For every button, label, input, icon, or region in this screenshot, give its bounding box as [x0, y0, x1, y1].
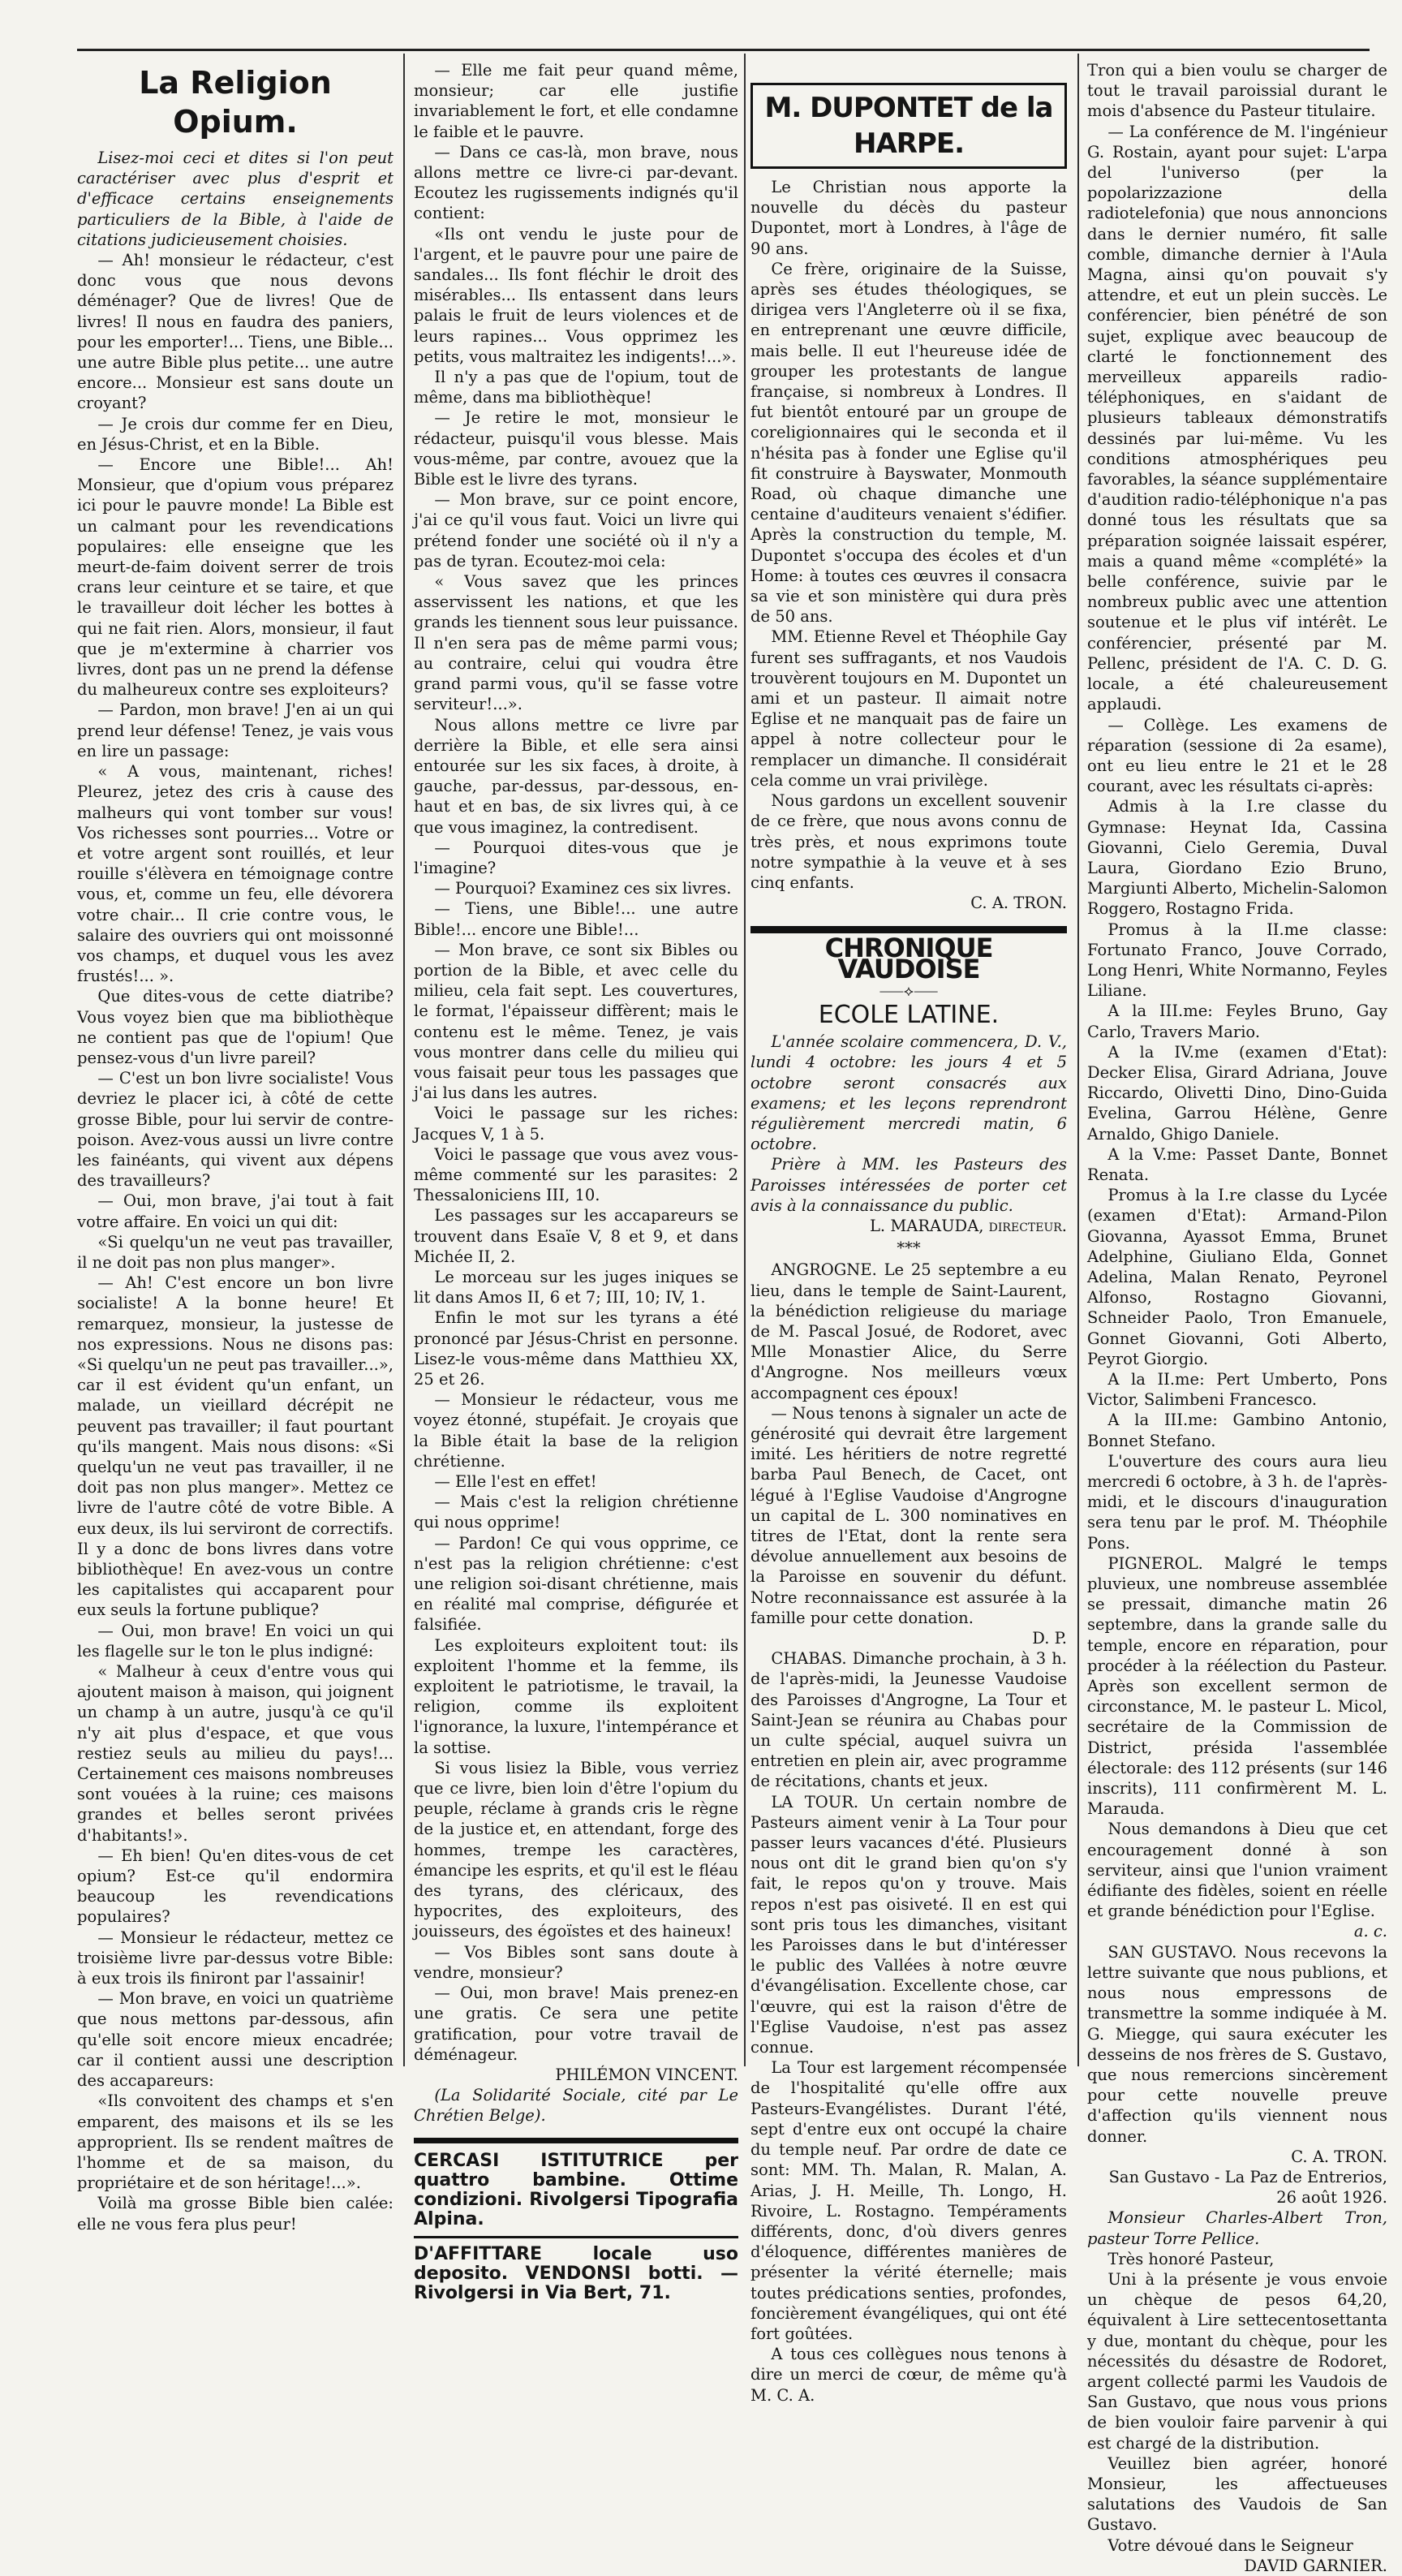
paragraph: « Vous savez que les princes asservissent les nations, et que les grands les tiennent sous leur puissance. Il n'en sera pas de même parmi vous; au contraire, celui qui voudra être grand parmi vous, qu'il se fasse votre serviteur!...».: [414, 572, 738, 714]
paragraph: «Ils ont vendu le juste pour de l'argent, et le pauvre pour une paire de sandales... Ils font fléchir le droit des misérables... Ils entassent dans leurs palais le fruit de leurs violences et de leurs rapines... Vous opprimez les petits, vous maltraitez les indigents!...».: [414, 224, 738, 366]
signature: C. A. TRON.: [970, 894, 1067, 913]
paragraph: — Elle me fait peur quand même, monsieur; car elle justifie invariablement le fort, et elle condamne le faible et le pauvre.: [414, 61, 738, 141]
paragraph: — La conférence de M. l'ingénieur G. Rostain, ayant pour sujet: L'arpa del l'universo (per la popolarizzazione della radiotelefonia) que nous annoncions dans le dernier numéro, fit salle comble, dimanche dernier à l'Aula Magna, ainsi qu'on pouvait s'y attendre, et eut un plein succès. Le conférencier, bien pénétré de son sujet, explique avec beaucoup de clarté le fonctionnement des merveilleux appareils radio-téléphoniques, en s'aidant de plusieurs tableaux démonstratifs dessinés par lui-même. Vu les conditions atmosphériques peu favorables, la séance supplémentaire d'audition radio-téléphonique n'a pas donné tous les résultats que sa préparation soignée laissait espérer, mais a quand même «complété» la belle conférence, suivie par le nombreux public avec une attention soutenue et le plus vif intérêt. Le conférencier, présenté par M. Pellenc, président de l'A. C. D. G. locale, a été chaleureusement applaudi.: [1087, 122, 1387, 714]
paragraph: — Pardon, mon brave! J'en ai un qui prend leur défense! Tenez, je vais vous en lire un passage:: [77, 700, 394, 760]
column-divider-1: [403, 54, 405, 2066]
paragraph: — Je retire le mot, monsieur le rédacteur, puisqu'il vous blesse. Mais vous-même, par contre, avouez que la Bible est le livre des tyrans.: [414, 408, 738, 489]
paragraph: — Dans ce cas-là, mon brave, nous allons mettre ce livre-ci par-devant. Ecoutez les rugissements indignés qu'il contient:: [414, 142, 738, 223]
column-divider-2: [744, 54, 746, 2066]
paragraph: CHABAS. Dimanche prochain, à 3 h. de l'après-midi, la Jeunesse Vaudoise des Paroisses d'Angrogne, La Tour et Saint-Jean se réunira au Chabas pour un culte spécial, auquel suivra un entretien en plein air, avec programme de récitations, chants et jeux.: [750, 1649, 1067, 1791]
paragraph: L'ouverture des cours aura lieu mercredi 6 octobre, à 3 h. de l'après-midi, et le discours d'inauguration sera tenu par le prof. M. Théophile Pons.: [1087, 1451, 1387, 1553]
column-4: [1087, 60, 1387, 2575]
paragraph: — Ah! C'est encore un bon livre socialiste! A la bonne heure! Et remarquez, monsieur, la justesse de nos expressions. Nous ne disons pas: «Si quelqu'un ne peut pas travailler...», car il est évident qu'un enfant, un malade, un vieillard décrépit ne peuvent pas travailler; il faut pourtant qu'ils mangent. Mais nous disons: «Si quelqu'un ne veut pas travailler, il ne doit pas non plus manger». Mettez ce livre de l'autre côté de votre Bible. A eux deux, ils lui serviront de correctifs. Il y a donc de bons livres dans votre bibliothèque! En avez-vous un contre les capitalistes qui accaparent pour eux seuls la fortune publique?: [77, 1273, 394, 1620]
paragraph: SAN GUSTAVO. Nous recevons la lettre suivante que nous publions, et nous nous empressons de transmettre la somme indiquée à M. G. Miegge, qui saura exécuter les desseins de nos frères de S. Gustavo, que nous remercions sincèrement pour cette nouvelle preuve d'affection qu'ils viennent nous donner.: [1087, 1942, 1387, 2146]
paragraph: Admis à la I.re classe du Gymnase: Heynat Ida, Cassina Giovanni, Cielo Geremia, Duval Laura, Giordano Ezio Bruno, Margiunti Alberto, Michelin-Salomon Roggero, Rostagno Frida.: [1087, 797, 1387, 919]
article-title-religion-opium: La Religion Opium.: [139, 65, 332, 140]
classified-ad-istitutrice: CERCASI ISTITUTRICE per quattro bambine. Ottime condizioni. Rivolgersi Tipografia Alpina.: [414, 2150, 738, 2229]
paragraph: Nous allons mettre ce livre par derrière la Bible, et elle sera ainsi entourée sur les six faces, à droite, à gauche, par-dessus, par-dessous, en-haut et en bas, de six livres qui, à ce que vous imaginez, la contredisent.: [414, 715, 738, 837]
paragraph: — Elle l'est en effet!: [434, 1472, 597, 1492]
paragraph: PIGNEROL. Malgré le temps pluvieux, une nombreuse assemblée se pressait, dimanche matin 26 septembre, dans la grande salle du temple, encore en réparation, pour procéder à la réélection du Pasteur. Après son excellent sermon de circonstance, M. le pasteur L. Micol, secrétaire de la Commission de District, présida l'assemblée électorale: des 112 présents (sur 146 inscrits), 111 confirmèrent M. L. Marauda.: [1087, 1553, 1387, 1819]
paragraph: Ce frère, originaire de la Suisse, après ses études théologiques, se dirigea vers l'Angleterre où il se fixa, en entreprenant une œuvre difficile, mais belle. Il eut l'heureuse idée de grouper les protestants de langue française, si nombreux à Londres. Il fut bientôt entouré par un groupe de coreligionnaires qui le seconda et il n'hésita pas à fonder une Eglise qu'il fit construire à Bayswater, Monmouth Road, où chaque dimanche une centaine d'auditeurs venaient s'édifier. Après la construction du temple, M. Dupontet s'occupa des écoles et d'un Home: à toutes ces œuvres il consacra sa vie et son ministère qui dura près de 50 ans.: [750, 259, 1067, 627]
paragraph: — C'est un bon livre socialiste! Vous devriez le placer ici, à côté de cette grosse Bible, pour lui servir de contre-poison. Avez-vous aussi un livre contre les fainéants, qui vivent aux dépens des travailleurs?: [77, 1069, 394, 1191]
paragraph: A la III.me: Gambino Antonio, Bonnet Stefano.: [1087, 1411, 1387, 1450]
paragraph: MM. Etienne Revel et Théophile Gay furent ses suffragants, et nos Vaudois trouvèrent toujours en M. Dupontet un ami et un pasteur. Il aimait notre Eglise et ne manquait pas de faire un appel à notre collecteur pour le remplacer un dimanche. Il considérait cela comme un vrai privilège.: [750, 627, 1067, 790]
paragraph: — Monsieur le rédacteur, vous me voyez étonné, stupéfait. Je croyais que la Bible était la base de la religion chrétienne.: [414, 1390, 738, 1471]
paragraph: A la II.me: Pert Umberto, Pons Victor, Salimbeni Francesco.: [1087, 1370, 1387, 1410]
paragraph: Veuillez bien agréer, honoré Monsieur, les affectueuses salutations des Vaudois de San Gustavo.: [1087, 2453, 1387, 2535]
paragraph: Le Christian nous apporte la nouvelle du décès du pasteur Dupontet, mort à Londres, à l'âge de 90 ans.: [750, 178, 1067, 258]
paragraph: Nous gardons un excellent souvenir de ce frère, que nous avons connu de très près, et nous exprimons toute notre sympathie à la veuve et à ses cinq enfants.: [750, 791, 1067, 892]
top-rule: [77, 49, 1370, 51]
article-source: (La Solidarité Sociale, cité par Le Chrétien Belge).: [414, 2086, 738, 2126]
paragraph: Votre dévoué dans le Seigneur: [1107, 2535, 1353, 2555]
paragraph: — Mon brave, en voici un quatrième que nous mettons par-dessous, afin qu'elle soit encore mieux encadrée; car il contient aussi une description des accapareurs:: [77, 1989, 394, 2091]
paragraph: — Pourquoi dites-vous que je l'imagine?: [414, 838, 738, 877]
paragraph: Les exploiteurs exploitent tout: ils exploitent l'homme et la femme, ils exploitent le patriotisme, le travail, la religion, comme ils exploitent l'ignorance, la luxure, l'intempérance et la sottise.: [414, 1635, 738, 1757]
signature: L. MARAUDA, directeur.: [869, 1216, 1067, 1235]
paragraph: LA TOUR. Un certain nombre de Pasteurs aiment venir à La Tour pour passer leurs vacances d'été. Plusieurs nous ont dit le grand bien qu'on s'y fait, le repos qu'on y trouve. Mais repos n'est pas oisiveté. Il en est qui sont pris tous les dimanches, visitant les Paroisses dans le but d'intéresser le public des Vallées à notre œuvre d'évangélisation. Excellente chose, car l'œuvre, qui est la raison d'être de l'Eglise Vaudoise, n'est pas assez connue.: [750, 1792, 1067, 2057]
paragraph: Très honoré Pasteur,: [1107, 2249, 1275, 2268]
paragraph: — Mon brave, ce sont six Bibles ou portion de la Bible, et avec celle du milieu, cela fait sept. Les couvertures, le format, l'épaisseur diffèrent; mais le contenu est le même. Tenez, je vais vous montrer dans celle du milieu qui vous faisait peur tous les passages que j'ai lus dans les autres.: [414, 940, 738, 1103]
article-intro: Lisez-moi ceci et dites si l'on peut caractériser avec plus d'esprit et d'efficace certains enseignements particuliers de la Bible, à l'aide de citations judicieusement choisies.: [77, 149, 394, 249]
signature: D. P.: [1032, 1629, 1067, 1648]
classified-ad-affittare: D'AFFITTARE locale uso deposito. VENDONSI botti. — Rivolgersi in Via Bert, 71.: [414, 2243, 738, 2303]
paragraph: Si vous lisiez la Bible, vous verriez que ce livre, bien loin d'être l'opium du peuple, réclame à grands cris le règne de la justice et, en attendant, forge des hommes, trempe les caractères, émancipe les esprits, et qu'il est le fléau des tyrans, des cléricaux, des hypocrites, des exploiteurs, des jouisseurs, des égoïstes et des haineux!: [414, 1758, 738, 1941]
paragraph: «Ils convoitent des champs et s'en emparent, des maisons et ils se les approprient. Ils se rendent maîtres de l'homme et de sa maison, du propriétaire et de son héritage!...».: [77, 2091, 394, 2193]
paragraph: — Pardon! Ce qui vous opprime, ce n'est pas la religion chrétienne: c'est une religion soi-disant chrétienne, mais en réalité mal comprise, défigurée et falsifiée.: [414, 1533, 738, 1635]
paragraph: La Tour est largement récompensée de l'hospitalité qu'elle offre aux Pasteurs-Evangélistes. Durant l'été, sept d'entre eux ont occupé la chaire du temple neuf. Par ordre de date ce sont: MM. Th. Malan, R. Malan, A. Arias, J. H. Meille, Th. Longo, H. Rivoire, L. Rostagno. Tempéraments différents, donc, d'où divers genres d'éloquence, différentes manières de présenter la vérité éternelle; mais toutes prédications senties, profondes, foncièrement évangéliques, qui ont été fort goûtées.: [750, 2058, 1067, 2343]
paragraph: — Vos Bibles sont sans doute à vendre, monsieur?: [414, 1942, 738, 1982]
paragraph: ANGROGNE. Le 25 septembre a eu lieu, dans le temple de Saint-Laurent, la bénédiction religieuse du mariage de M. Pascal Josué, de Rodoret, avec Mlle Monastier Alice, du Serre d'Angrogne. Nos meilleurs vœux accompagnent ces époux!: [750, 1260, 1067, 1402]
paragraph: A tous ces collègues nous tenons à dire un merci de cœur, de même qu'à M. C. A.: [750, 2345, 1067, 2405]
column-divider-3: [1077, 54, 1079, 2066]
paragraph: — Eh bien! Qu'en dites-vous de cet opium? Est-ce qu'il endormira beaucoup les revendications populaires?: [77, 1846, 394, 1927]
paragraph: « A vous, maintenant, riches! Pleurez, jetez des cris à cause des malheurs qui vont tomber sur vous! Vos richesses sont pourries... Votre or et votre argent sont rouillés, et leur rouille s'élèvera en témoignage contre vous, et, comme un feu, elle dévorera votre chair... Il crie contre vous, le salaire des ouvriers qui ont moissonné vos champs, et duquel vous les avez frustés!... ».: [77, 762, 394, 986]
paragraph: L'année scolaire commencera, D. V., lundi 4 octobre: les jours 4 et 5 octobre seront consacrés aux examens; et les leçons reprendront régulièrement mercredi matin, 6 octobre.: [750, 1032, 1067, 1154]
subsection-title-ecole-latine: ECOLE LATINE.: [818, 1000, 1000, 1029]
paragraph: — Mon brave, sur ce point encore, j'ai ce qu'il vous faut. Voici un livre qui prétend fonder une société où il n'y a pas de tyran. Ecoutez-moi cela:: [414, 490, 738, 571]
signature: a. c.: [1353, 1922, 1387, 1941]
paragraph: Nous demandons à Dieu que cet encouragement donné à son serviteur, ainsi que l'union vraiment édifiante des fidèles, soient en réelle et grande bénédiction pour l'Eglise.: [1087, 1820, 1387, 1921]
paragraph: Prière à MM. les Pasteurs des Paroisses intéressées de porter cet avis à la connaissance du public.: [750, 1155, 1067, 1215]
column-2: [414, 60, 738, 2303]
article-signature: PHILÉMON VINCENT.: [555, 2065, 738, 2084]
asterism: ***: [897, 1238, 921, 1258]
paragraph: Promus à la I.re classe du Lycée (examen d'Etat): Armand-Pilon Giovanna, Ayassot Emma, Brunet Adelphine, Giuliano Elda, Gonnet Adelina, Malan Renato, Peyronel Alfonso, Rostagno Giovanni, Schneider Paolo, Tron Emanuele, Gonnet Giovanni, Goti Alberto, Peyrot Giorgio.: [1087, 1186, 1387, 1368]
paragraph: — Oui, mon brave! En voici un qui les flagelle sur le ton le plus indigné:: [77, 1621, 394, 1661]
paragraph: Voilà ma grosse Bible bien calée: elle ne vous fera plus peur!: [77, 2194, 394, 2234]
paragraph: «Si quelqu'un ne veut pas travailler, il ne doit pas non plus manger».: [77, 1232, 394, 1272]
paragraph: Voici le passage sur les riches: Jacques V, 1 à 5.: [414, 1104, 738, 1144]
article-title-dupontet: M. DUPONTET de la HARPE.: [750, 83, 1067, 169]
paragraph: — Oui, mon brave! Mais prenez-en une gratis. Ce sera une petite gratification, pour votre travail de déménageur.: [414, 1984, 738, 2064]
paragraph: Promus à la II.me classe: Fortunato Franco, Jouve Corrado, Long Henri, White Normanno, Feyles Liliane.: [1087, 920, 1387, 1001]
paragraph: — Monsieur le rédacteur, mettez ce troisième livre par-dessus votre Bible: à eux trois ils finiront par l'assainir!: [77, 1928, 394, 1988]
paragraph: Uni à la présente je vous envoie un chèque de pesos 64,20, équivalent à Lire settecentosettanta y due, montant du chèque, pour les nécessités du désastre de Rodoret, argent collecté parmi les Vaudois de San Gustavo, que nous vous prions de bien vouloir faire parvenir à qui est chargé de la distribution.: [1087, 2269, 1387, 2453]
signature: DAVID GARNIER.: [1244, 2556, 1387, 2575]
paragraph: — Tiens, une Bible!... une autre Bible!... encore une Bible!...: [414, 899, 738, 939]
paragraph: A la III.me: Feyles Bruno, Gay Carlo, Travers Mario.: [1087, 1002, 1387, 1041]
paragraph: — Encore une Bible!... Ah! Monsieur, que d'opium vous préparez ici pour le pauvre monde! La Bible est un calmant pour les revendications populaires: elle enseigne que les meurt-de-faim doivent serrer de trois crans leur ceinture et se taire, et que le travailleur doit lécher les bottes à qui ne fait rien. Alors, monsieur, il faut que je m'extermine à charrier vos livres, dont pas un ne prend la défense du malheureux contre ses exploiteurs?: [77, 455, 394, 700]
paragraph: Les passages sur les accapareurs se trouvent dans Esaïe V, 8 et 9, et dans Michée II, 2.: [414, 1206, 738, 1266]
paragraph: — Collège. Les examens de réparation (sessione di 2a esame), ont eu lieu entre le 21 et le 28 courant, avec les résultats ci-après:: [1087, 715, 1387, 796]
paragraph: Tron qui a bien voulu se charger de tout le travail paroissial durant le mois d'absence du Pasteur titulaire.: [1087, 61, 1387, 121]
paragraph: Le morceau sur les juges iniques se lit dans Amos II, 6 et 7; III, 10; IV, 1.: [414, 1267, 738, 1307]
paragraph: — Je crois dur comme fer en Dieu, en Jésus-Christ, et en la Bible.: [77, 414, 394, 454]
signature: C. A. TRON.: [1291, 2147, 1387, 2166]
paragraph: Il n'y a pas que de l'opium, tout de même, dans ma bibliothèque!: [414, 368, 738, 407]
section-title-chronique-vaudoise: CHRONIQUE VAUDOISE: [824, 933, 993, 984]
letter-dateline: San Gustavo - La Paz de Entrerios, 26 août 1926.: [1108, 2167, 1387, 2208]
paragraph: — Mais c'est la religion chrétienne qui nous opprime!: [414, 1493, 738, 1532]
paragraph: « Malheur à ceux d'entre vous qui ajoutent maison à maison, qui joignent un champ à un autre, jusqu'à ce qu'il n'y ait plus d'espace, et que vous restiez seuls au milieu du pays!... Certainement ces maisons nombreuses sont vouées à la ruine; ces maisons grandes et belles seront privées d'habitants!».: [77, 1662, 394, 1845]
paragraph: A la IV.me (examen d'Etat): Decker Elisa, Girard Adriana, Jouve Riccardo, Olivetti Dino, Dino-Guida Evelina, Garrou Hélène, Genre Arnaldo, Ghigo Daniele.: [1087, 1042, 1387, 1144]
ad-separator: [414, 2236, 738, 2238]
column-3: [750, 60, 1067, 2405]
paragraph: Que dites-vous de cette diatribe? Vous voyez bien que ma bibliothèque ne contient pas que de l'opium! Que pensez-vous d'un livre pareil?: [77, 987, 394, 1067]
column-1: [77, 60, 394, 2234]
ad-separator: [414, 2138, 738, 2143]
paragraph: Voici le passage que vous avez vous-même commenté sur les parasites: 2 Thessaloniciens III, 10.: [414, 1144, 738, 1205]
ornament-divider: ⸺⟡⸺: [879, 982, 939, 1000]
letter-addressee: Monsieur Charles-Albert Tron, pasteur Torre Pellice.: [1087, 2208, 1387, 2248]
paragraph: — Ah! monsieur le rédacteur, c'est donc vous que nous devons déménager? Que de livres! Que de livres! Il nous en faudra des paniers, pour les emporter!... Tiens, une Bible... une autre Bible plus petite... une autre encore... Monsieur est sans doute un croyant?: [77, 251, 394, 413]
paragraph: Enfin le mot sur les tyrans a été prononcé par Jésus-Christ en personne. Lisez-le vous-même dans Matthieu XX, 25 et 26.: [414, 1308, 738, 1389]
paragraph: — Oui, mon brave, j'ai tout à fait votre affaire. En voici un qui dit:: [77, 1191, 394, 1231]
paragraph: A la V.me: Passet Dante, Bonnet Renata.: [1087, 1144, 1387, 1184]
paragraph: — Pourquoi? Examinez ces six livres.: [434, 879, 732, 898]
paragraph: — Nous tenons à signaler un acte de générosité qui devrait être largement imité. Les héritiers de notre regretté barba Paul Benech, de Cacet, ont légué à l'Eglise Vaudoise d'Angrogne un capital de L. 300 nominatives en titres de l'Etat, dont la rente sera dévolue annuellement aux besoins de la Paroisse en souvenir du défunt. Notre reconnaissance est assurée à la famille pour cette donation.: [750, 1403, 1067, 1627]
